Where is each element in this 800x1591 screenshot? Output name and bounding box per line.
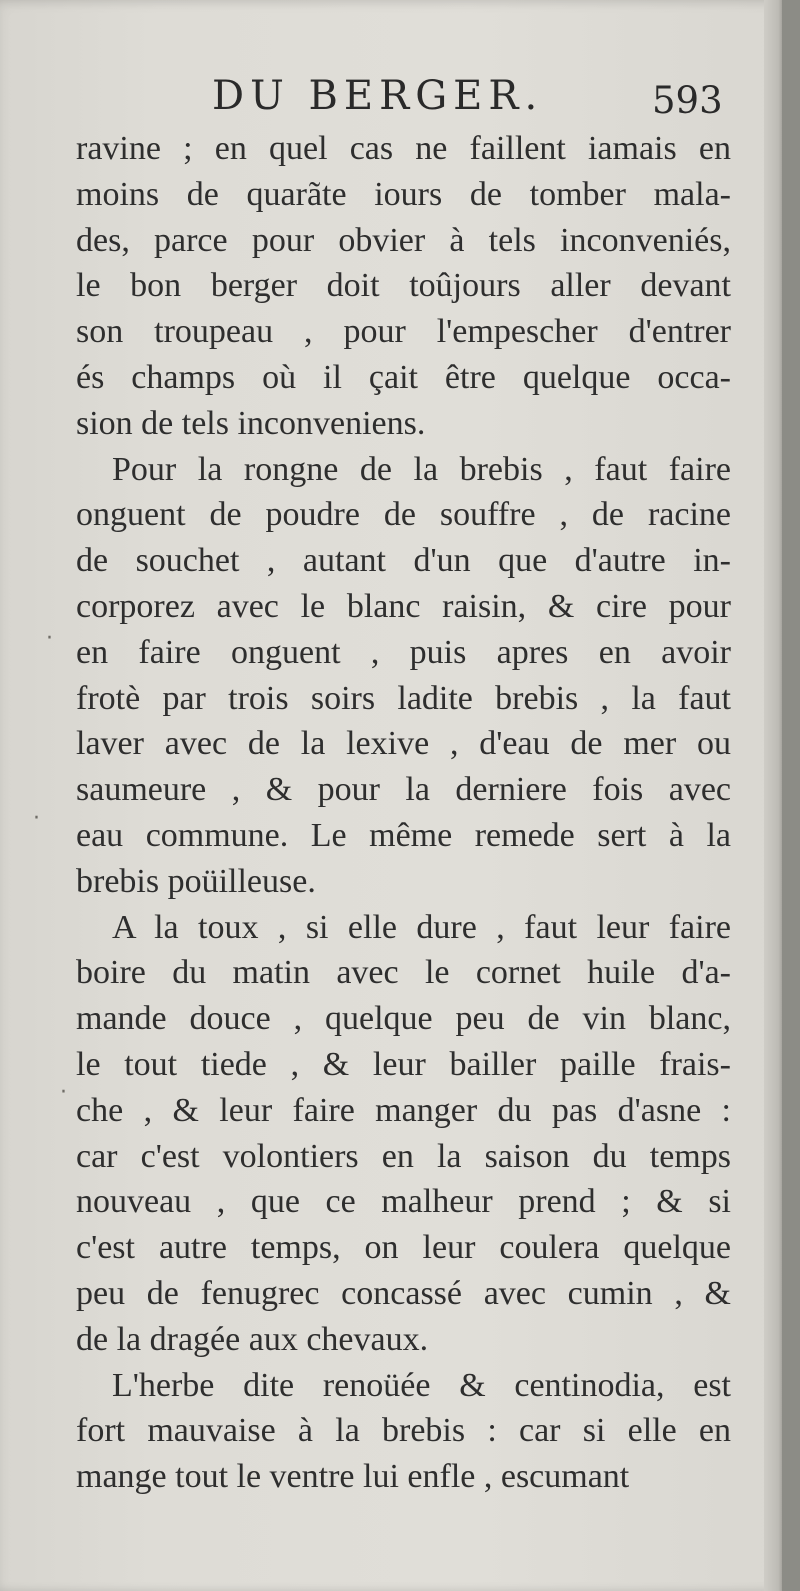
text-line: L'herbe dite renoüée & centinodia, est <box>112 1366 731 1404</box>
text-line: nouveau , que ce malheur prend ; & si <box>76 1183 731 1221</box>
text-line: Pour la rongne de la brebis , faut faire <box>112 450 731 488</box>
page-number: 593 <box>652 79 723 122</box>
text-line: A la toux , si elle dure , faut leur faire <box>112 908 731 946</box>
text-line: és champs où il çait être quelque occa- <box>76 358 731 396</box>
ink-speck: · <box>46 626 53 651</box>
paragraph <box>76 1363 731 1500</box>
text-line: de souchet , autant d'un que d'autre in- <box>76 542 731 580</box>
text-line: peu de fenugrec concassé avec cumin , & <box>76 1274 731 1312</box>
ink-speck: · <box>60 1080 67 1105</box>
paragraph <box>76 905 731 1363</box>
text-line: saumeure , & pour la derniere fois avec <box>76 771 731 809</box>
text-line: che , & leur faire manger du pas d'asne : <box>76 1091 731 1129</box>
text-line: sion de tels inconveniens. <box>76 404 426 442</box>
text-line: onguent de poudre de souffre , de racine <box>76 496 731 534</box>
paragraph <box>76 447 731 905</box>
text-line: de la dragée aux chevaux. <box>76 1320 429 1358</box>
text-line: car c'est volontiers en la saison du temps <box>76 1137 731 1175</box>
text-line: fort mauvaise à la brebis : car si elle en <box>76 1412 731 1450</box>
text-line: en faire onguent , puis apres en avoir <box>76 633 731 671</box>
ink-speck: · <box>33 806 40 831</box>
text-line: le bon berger doit toûjours aller devant <box>76 267 731 305</box>
text-line: des, parce pour obvier à tels inconveniés, <box>76 221 731 259</box>
running-head: DU BERGER. <box>212 73 544 119</box>
body-text <box>76 126 731 1500</box>
text-line: corporez avec le blanc raisin, & cire pour <box>76 587 731 625</box>
text-line: ravine ; en quel cas ne faillent iamais en <box>76 130 731 167</box>
text-line: frotè par trois soirs ladite brebis , la faut <box>76 679 731 717</box>
text-line: mande douce , quelque peu de vin blanc, <box>76 1000 731 1038</box>
text-line: eau commune. Le même remede sert à la <box>76 816 731 854</box>
paragraph <box>76 126 731 447</box>
text-line: brebis poüilleuse. <box>76 862 316 900</box>
text-line: boire du matin avec le cornet huile d'a- <box>76 954 731 992</box>
text-line: mange tout le ventre lui enfle , escumant <box>76 1458 630 1496</box>
page-edge <box>764 0 782 1591</box>
text-line: le tout tiede , & leur bailler paille frais- <box>76 1045 731 1083</box>
text-line: moins de quarãte iours de tomber mala- <box>76 175 731 213</box>
text-line: son troupeau , pour l'empescher d'entrer <box>76 313 731 351</box>
text-line: laver avec de la lexive , d'eau de mer ou <box>76 725 731 763</box>
text-line: c'est autre temps, on leur coulera quelque <box>76 1229 731 1267</box>
